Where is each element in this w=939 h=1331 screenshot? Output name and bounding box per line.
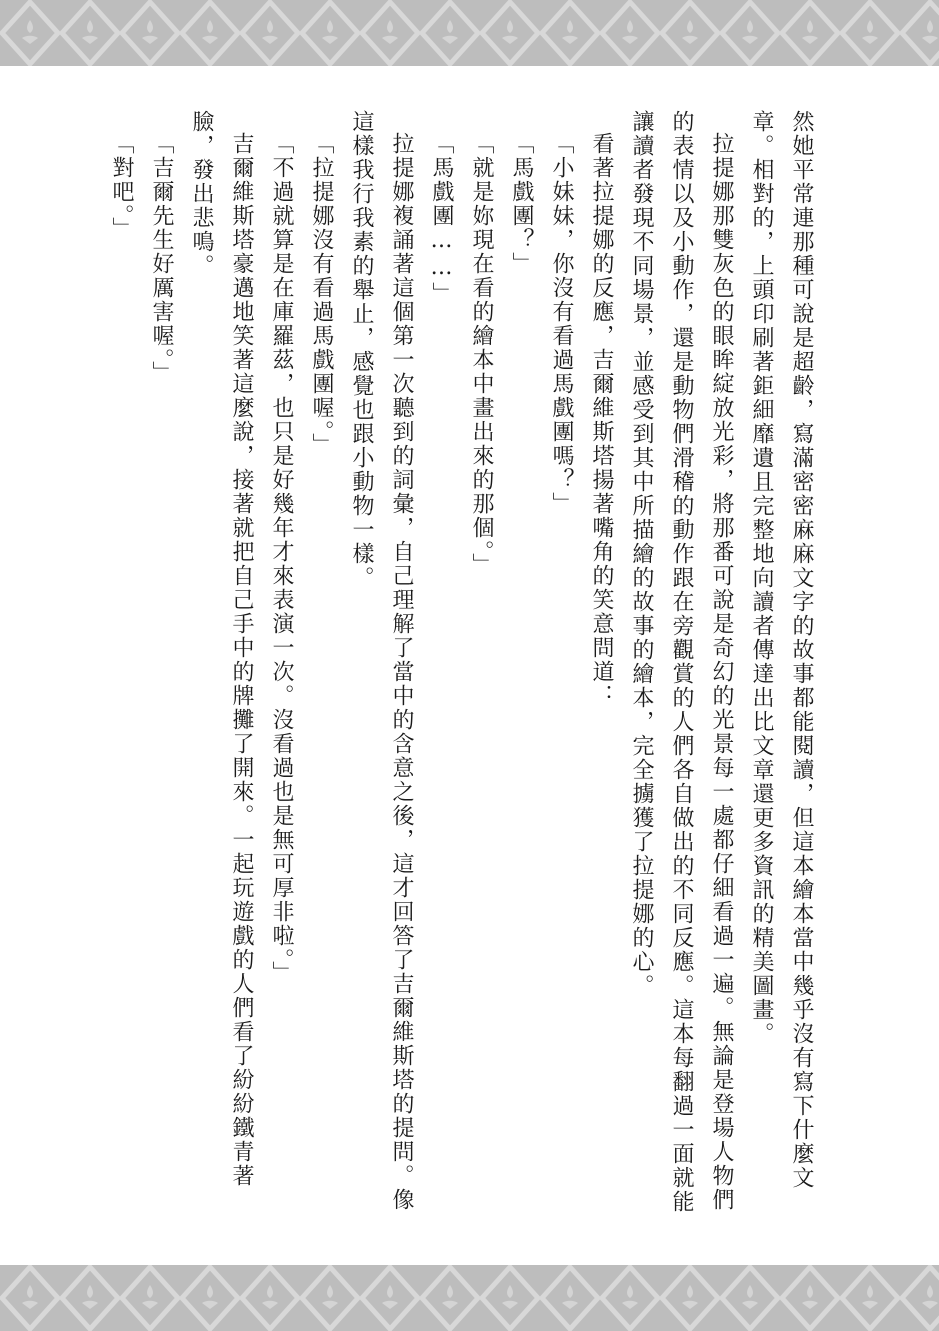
paragraph: 「吉爾先生好厲害喔。」 [149,132,174,385]
paragraph: 「就是妳現在看的繪本中畫出來的那個。」 [469,132,494,577]
paragraph: 吉爾維斯塔豪邁地笑著這麼說，接著就把自己手中的牌攤了開來。一起玩遊戲的人們看了紛紛鐵青著臉，發出悲鳴。 [189,110,254,1188]
paragraph: 「不過就算是在庫羅茲，也只是好幾年才來表演一次。沒看過也是無可厚非啦。」 [269,132,294,985]
paragraph: 拉提娜複誦著這個第一次聽到的詞彙，自己理解了當中的含意之後，這才回答了吉爾維斯塔的提問。像這樣我行我素的舉止，感覺也跟小動物一樣。 [349,110,414,1212]
decorative-band-top [0,0,939,66]
paragraph: 「拉提娜沒有看過馬戲團喔。」 [309,132,334,457]
paragraph: 「對吧。」 [109,132,134,241]
paragraph: 看著拉提娜的反應，吉爾維斯塔揚著嘴角的笑意問道： [589,132,614,708]
vertical-text-body [91,110,821,1230]
paragraph: 「馬戲團……」 [429,132,454,306]
diamond-pattern-icon [0,1265,939,1331]
paragraph: 拉提娜那雙灰色的眼眸綻放光彩，將那番可說是奇幻的光景每一處都仔細看過一遍。無論是登場人物們的表情以及小動作，還是動物們滑稽的動作跟在旁觀賞的人們各自做出的不同反應。這本每翻過一面就能讓讀者發現不同場景，並感受到其中所描繪的故事的繪本，完全擄獲了拉提娜的心。 [629,110,734,1214]
paragraph: 「小妹妹，你沒有看過馬戲團嗎？」 [549,132,574,516]
paragraph: 然她平常連那種可說是超齡，寫滿密密麻麻文字的故事都能閱讀，但這本繪本當中幾乎沒有寫下什麼文章。相對的，上頭印刷著鉅細靡遺且完整地向讀者傳達出比文章還更多資訊的精美圖畫。 [749,110,814,1190]
decorative-band-bottom [0,1265,939,1331]
paragraph: 「馬戲團？」 [509,132,534,276]
diamond-pattern-icon [0,0,939,66]
